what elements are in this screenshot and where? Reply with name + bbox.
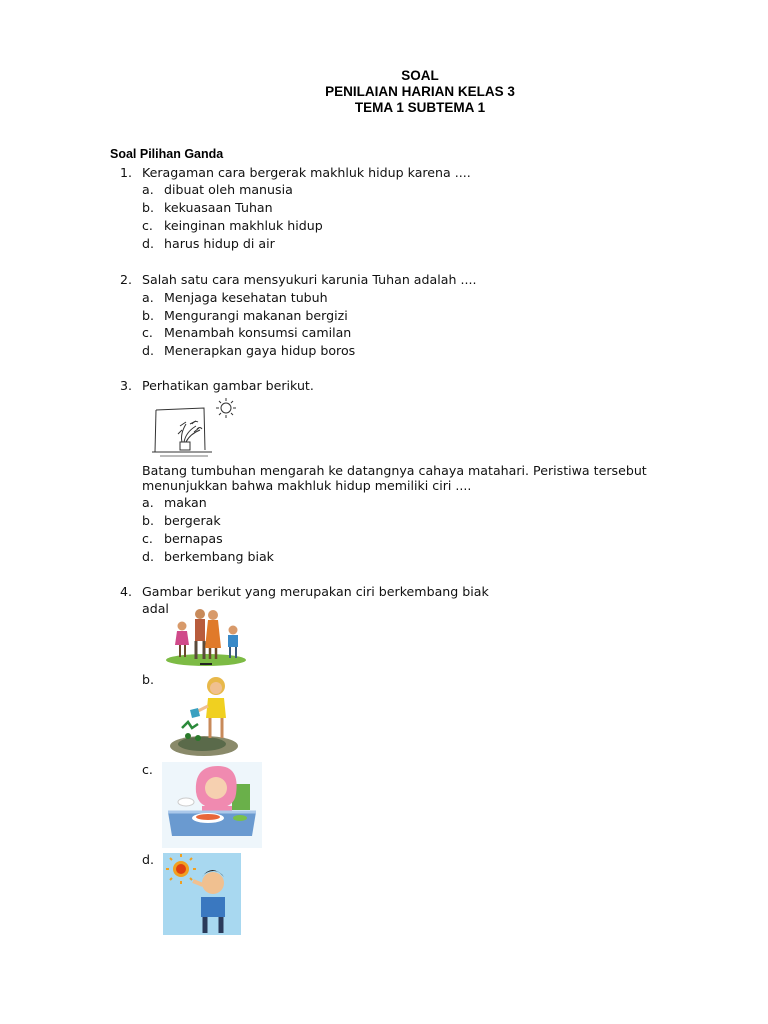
q3-option-d: berkembang biak — [164, 549, 274, 564]
question-3-text: Perhatikan gambar berikut. — [142, 378, 314, 393]
q3-option-b-letter: b. — [142, 513, 154, 528]
question-1-number: 1. — [120, 165, 133, 180]
question-4-text: Gambar berikut yang merupakan ciri berkembang biak — [142, 584, 489, 599]
question-3-number: 3. — [120, 378, 133, 393]
q2-option-d-letter: d. — [142, 343, 154, 358]
q1-option-c: keinginan makhluk hidup — [164, 218, 323, 233]
section-title: Soal Pilihan Ganda — [110, 147, 224, 161]
question-3-statement-line2: menunjukkan bahwa makhluk hidup memiliki ciri .... — [142, 478, 472, 493]
q1-option-a: dibuat oleh manusia — [164, 182, 293, 197]
q3-option-a-letter: a. — [142, 495, 154, 510]
q1-option-c-letter: c. — [142, 218, 153, 233]
question-2-text: Salah satu cara mensyukuri karunia Tuhan adalah .... — [142, 272, 477, 287]
doc-subtitle: PENILAIAN HARIAN KELAS 3 — [325, 84, 515, 99]
boy-under-sun-image — [163, 853, 241, 935]
q2-option-a-letter: a. — [142, 290, 154, 305]
q2-option-d: Menerapkan gaya hidup boros — [164, 343, 356, 358]
q4-option-b-letter: b. — [142, 672, 154, 687]
plant-sunlight-image — [150, 396, 242, 460]
q3-option-c: bernapas — [164, 531, 223, 546]
q1-option-a-letter: a. — [142, 182, 154, 197]
question-2-number: 2. — [120, 272, 133, 287]
question-4-text-line2: adal — [142, 601, 169, 616]
doc-title: SOAL — [401, 68, 439, 83]
girl-watering-plants-image — [168, 672, 240, 760]
q2-option-c-letter: c. — [142, 325, 153, 340]
q2-option-b-letter: b. — [142, 308, 154, 323]
question-3-statement-line1: Batang tumbuhan mengarah ke datangnya cahaya matahari. Peristiwa tersebut — [142, 463, 647, 478]
doc-theme: TEMA 1 SUBTEMA 1 — [354, 100, 486, 115]
q3-option-b: bergerak — [164, 513, 221, 528]
q1-option-d-letter: d. — [142, 236, 154, 251]
q3-option-c-letter: c. — [142, 531, 153, 546]
question-4-number: 4. — [120, 584, 133, 599]
q4-option-d-letter: d. — [142, 852, 154, 867]
q3-option-a: makan — [164, 495, 207, 510]
q3-option-d-letter: d. — [142, 549, 154, 564]
q2-option-c: Menambah konsumsi camilan — [164, 325, 352, 340]
q2-option-a: Menjaga kesehatan tubuh — [164, 290, 328, 305]
q4-option-c-letter: c. — [142, 762, 153, 777]
girl-eating-image — [162, 762, 262, 848]
question-1-text: Keragaman cara bergerak makhluk hidup karena .... — [142, 165, 471, 180]
family-image — [164, 604, 248, 668]
q1-option-d: harus hidup di air — [164, 236, 275, 251]
q1-option-b: kekuasaan Tuhan — [164, 200, 273, 215]
q1-option-b-letter: b. — [142, 200, 154, 215]
q2-option-b: Mengurangi makanan bergizi — [164, 308, 348, 323]
